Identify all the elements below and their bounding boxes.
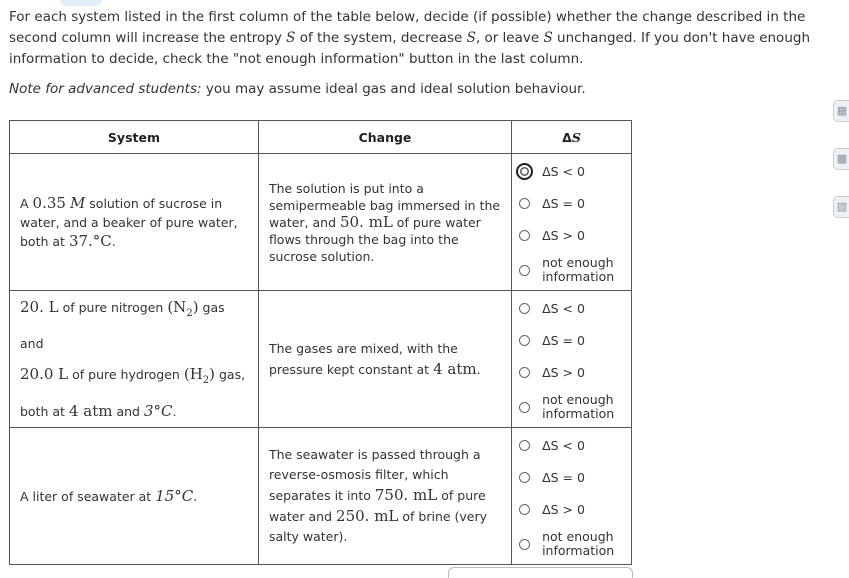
radio-button[interactable] xyxy=(519,504,530,515)
option-ne-2[interactable]: not enough information xyxy=(512,388,631,426)
option-ne-1[interactable]: not enough information xyxy=(512,251,631,289)
option-dec-2[interactable]: ΔS < 0 xyxy=(512,292,631,324)
header-row xyxy=(10,121,632,154)
radio-button[interactable] xyxy=(519,265,530,276)
option-inc-3[interactable]: ΔS > 0 xyxy=(512,493,631,525)
bottom-button-bar[interactable] xyxy=(448,567,633,578)
entropy-table xyxy=(9,120,632,565)
radio-button[interactable] xyxy=(519,303,530,314)
radio-button[interactable] xyxy=(519,230,530,241)
option-zero-3[interactable]: ΔS = 0 xyxy=(512,461,631,493)
advanced-note: Note for advanced students: you may assume ideal gas and ideal solution behaviour. xyxy=(9,81,586,97)
radio-button[interactable] xyxy=(516,163,533,180)
option-inc-2[interactable]: ΔS > 0 xyxy=(512,356,631,388)
options-cell-2 xyxy=(512,291,632,428)
option-inc-1[interactable]: ΔS > 0 xyxy=(512,219,631,251)
system-cell-2: 20. L of pure nitrogen $(N_2)$ gas and 20.0 L of pure hydrogen $(H_2)$ gas, both at 4 atm and 3°C. xyxy=(10,291,259,428)
radio-button[interactable] xyxy=(519,539,530,550)
option-dec-1[interactable]: ΔS < 0 xyxy=(512,155,631,187)
option-zero-2[interactable]: ΔS = 0 xyxy=(512,324,631,356)
change-cell-2: The gases are mixed, with the pressure kept constant at 4 atm. xyxy=(258,291,511,428)
header-system: System xyxy=(10,121,259,154)
radio-button[interactable] xyxy=(519,335,530,346)
radio-button[interactable] xyxy=(519,367,530,378)
options-cell-3 xyxy=(512,428,632,565)
change-cell-3: The seawater is passed through a reverse-osmosis filter, which separates it into 750. mL of pure water and 250. mL of brine (very salty water). xyxy=(258,428,511,565)
header-delta: ΔS xyxy=(512,121,632,154)
radio-button[interactable] xyxy=(519,440,530,451)
table-row-3 xyxy=(10,428,632,565)
table-row-1 xyxy=(10,154,632,291)
radio-button[interactable] xyxy=(519,198,530,209)
change-cell-1: The solution is put into a semipermeable bag immersed in the water, and 50. mL of pure water flows through the bag into the sucrose solution. xyxy=(258,154,511,291)
instructions: For each system listed in the first column of the table below, decide (if possible) whether the change described in the second column will increase the entropy S of the system, decrease S, or leave S unchanged. If you don't have enough information to decide, check the "not enough information" button in the last column. xyxy=(9,9,810,67)
table-row-2 xyxy=(10,291,632,428)
option-ne-3[interactable]: not enough information xyxy=(512,525,631,563)
radio-button[interactable] xyxy=(519,402,530,413)
options-cell-1 xyxy=(512,154,632,291)
bar-chart-icon[interactable]: ▩ xyxy=(833,148,849,170)
header-change: Change xyxy=(258,121,511,154)
radio-button[interactable] xyxy=(519,472,530,483)
system-cell-1: A 0.35 M solution of sucrose in water, and a beaker of pure water, both at 37.°C. xyxy=(10,154,259,291)
periodic-table-icon[interactable]: ▧ xyxy=(833,196,849,218)
top-tab xyxy=(60,0,102,6)
calculator-icon[interactable]: ▦ xyxy=(833,100,849,122)
system-cell-3: A liter of seawater at 15°C. xyxy=(10,428,259,565)
option-zero-1[interactable]: ΔS = 0 xyxy=(512,187,631,219)
option-dec-3[interactable]: ΔS < 0 xyxy=(512,429,631,461)
